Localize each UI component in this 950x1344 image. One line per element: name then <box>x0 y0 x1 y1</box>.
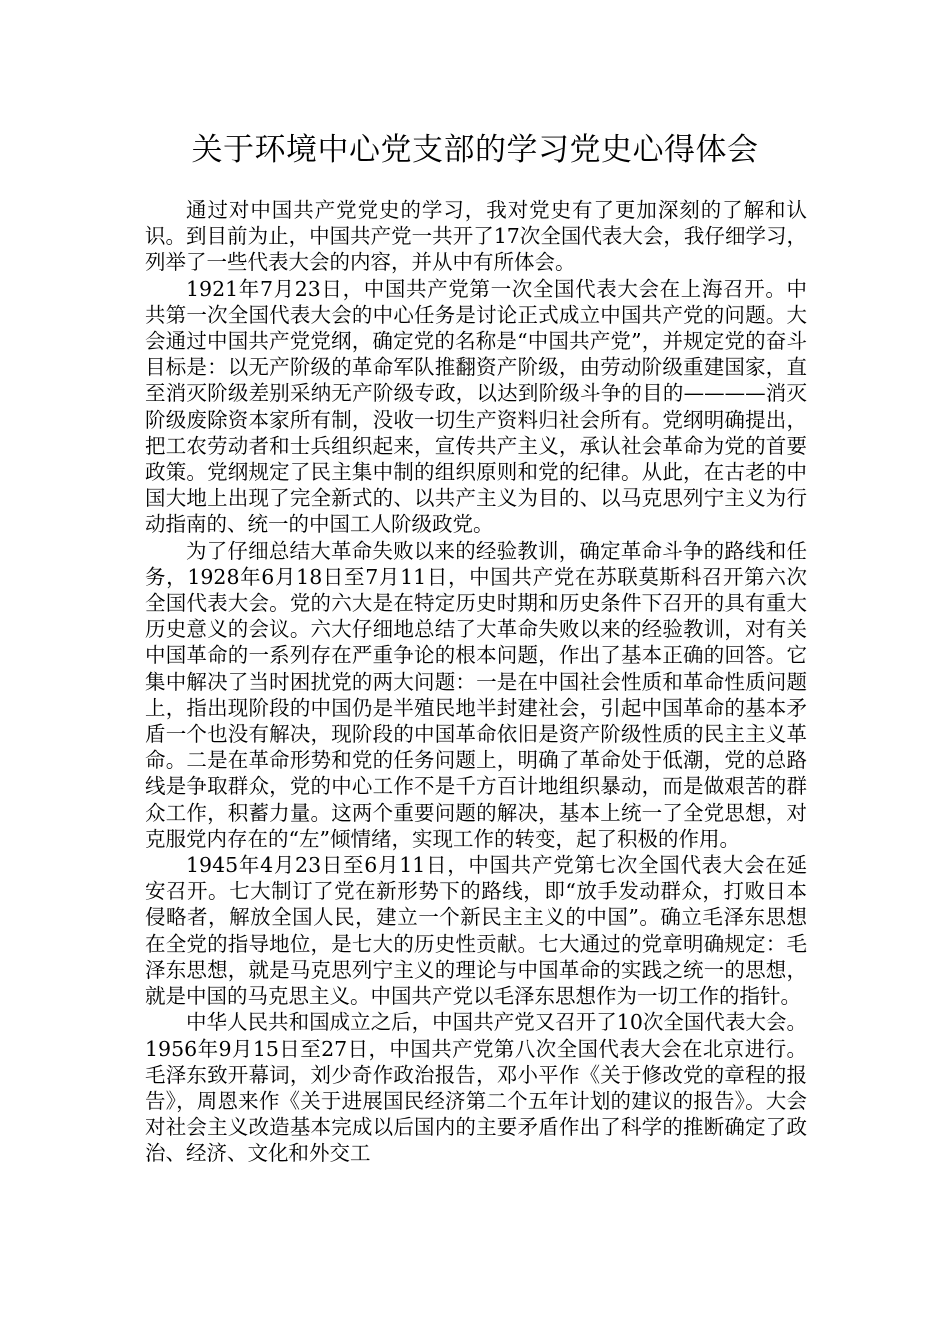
paragraph-eighth-congress: 中华人民共和国成立之后，中国共产党又召开了10次全国代表大会。1956年9月15日至27日，中国共产党第八次全国代表大会在北京进行。毛泽东致开幕词，刘少奇作政治报告，邓小平作《关于修改党的章程的报告》，周恩来作《关于进展国民经济第二个五年计划的建议的报告》。大会对社会主义改造基本完成以后国内的主要矛盾作出了科学的推断确定了政治、经济、文化和外交工 <box>145 1010 807 1166</box>
paragraph-sixth-congress: 为了仔细总结大革命失败以来的经验教训，确定革命斗争的路线和任务，1928年6月18日至7月11日，中国共产党在苏联莫斯科召开第六次全国代表大会。党的六大是在特定历史时期和历史条件下召开的具有重大历史意义的会议。六大仔细地总结了大革命失败以来的经验教训，对有关中国革命的一系列存在严重争论的根本问题，作出了基本正确的回答。它集中解决了当时困扰党的两大问题：一是在中国社会性质和革命性质问题上，指出现阶段的中国仍是半殖民地半封建社会，引起中国革命的基本矛盾一个也没有解决，现阶段的中国革命依旧是资产阶级性质的民主主义革命。二是在革命形势和党的任务问题上，明确了革命处于低潮，党的总路线是争取群众，党的中心工作不是千方百计地组织暴动，而是做艰苦的群众工作，积蓄力量。这两个重要问题的解决，基本上统一了全党思想，对克服党内存在的“左”倾情绪，实现工作的转变，起了积极的作用。 <box>145 538 807 851</box>
document-title: 关于环境中心党支部的学习党史心得体会 <box>191 132 759 168</box>
paragraph-seventh-congress: 1945年4月23日至6月11日，中国共产党第七次全国代表大会在延安召开。七大制订了党在新形势下的路线，即“放手发动群众，打败日本侵略者，解放全国人民，建立一个新民主主义的中国”。确立毛泽东思想在全党的指导地位，是七大的历史性贡献。七大通过的党章明确规定：毛泽东思想，就是马克思列宁主义的理论与中国革命的实践之统一的思想，就是中国的马克思主义。中国共产党以毛泽东思想作为一切工作的指针。 <box>145 853 807 1009</box>
paragraph-first-congress: 1921年7月23日，中国共产党第一次全国代表大会在上海召开。中共第一次全国代表大会的中心任务是讨论正式成立中国共产党的问题。大会通过中国共产党党纲，确定党的名称是“中国共产党”，并规定党的奋斗目标是：以无产阶级的革命军队推翻资产阶级，由劳动阶级重建国家，直至消灭阶级差别采纳无产阶级专政，以达到阶级斗争的目的————消灭阶级废除资本家所有制，没收一切生产资料归社会所有。党纲明确提出，把工农劳动者和士兵组织起来，宣传共产主义，承认社会革命为党的首要政策。党纲规定了民主集中制的组织原则和党的纪律。从此，在古老的中国大地上出现了完全新式的、以共产主义为目的、以马克思列宁主义为行动指南的、统一的中国工人阶级政党。 <box>145 276 807 537</box>
document-body <box>145 197 807 1167</box>
paragraph-intro: 通过对中国共产党党史的学习，我对党史有了更加深刻的了解和认识。到目前为止，中国共产党一共开了17次全国代表大会，我仔细学习，列举了一些代表大会的内容，并从中有所体会。 <box>145 198 807 275</box>
